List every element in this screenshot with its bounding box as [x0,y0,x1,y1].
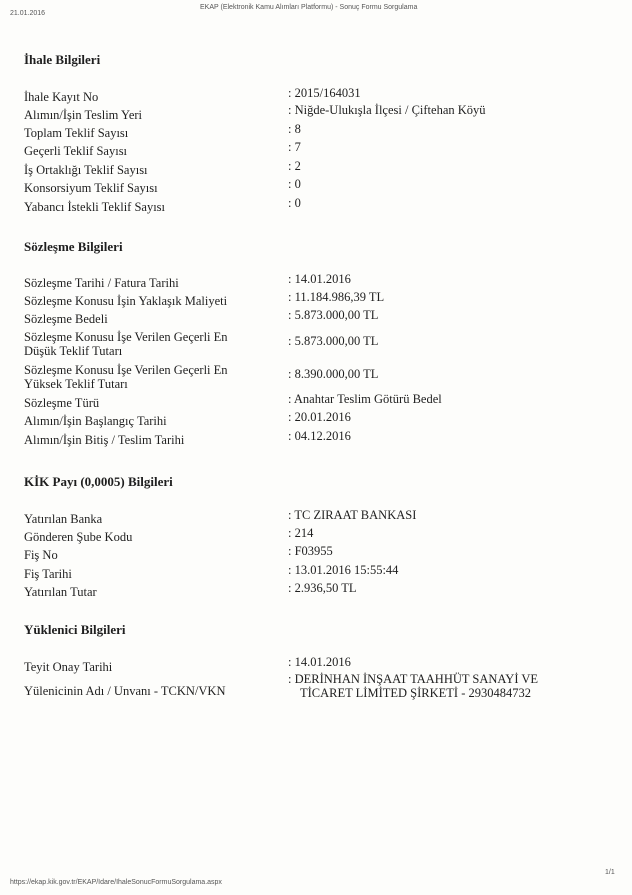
value-bitis-tarihi: : 04.12.2016 [288,429,351,443]
label-yaklasik-maliyet: Sözleşme Konusu İşin Yaklaşık Maliyeti [24,294,228,308]
value-yatirilan-banka: : TC ZIRAAT BANKASI [288,508,417,522]
label-teslim-yeri: Alımın/İşin Teslim Yeri [24,108,143,122]
value-sube-kodu: : 214 [288,526,314,540]
value-gecerli-teklif: : 7 [288,140,301,154]
section-heading-sozlesme: Sözleşme Bilgileri [24,239,123,254]
value-yatirilan-tutar: : 2.936,50 TL [288,581,357,595]
label-baslangic-tarihi: Alımın/İşin Başlangıç Tarihi [24,414,167,428]
label-sozlesme-tarihi: Sözleşme Tarihi / Fatura Tarihi [24,276,179,290]
value-baslangic-tarihi: : 20.01.2016 [288,410,351,424]
label-bitis-tarihi: Alımın/İşin Bitiş / Teslim Tarihi [24,433,185,447]
print-date: 21.01.2016 [10,10,46,17]
label-yatirilan-tutar: Yatırılan Tutar [24,585,97,599]
value-ihale-kayit-no: : 2015/164031 [288,86,361,100]
label-sozlesme-bedeli: Sözleşme Bedeli [24,312,108,326]
value-dusuk-teklif: : 5.873.000,00 TL [288,334,379,348]
value-yaklasik-maliyet: : 11.184.986,39 TL [288,290,385,304]
label-is-ortakligi: İş Ortaklığı Teklif Sayısı [24,163,148,177]
label-konsorsiyum: Konsorsiyum Teklif Sayısı [24,181,158,195]
label-dusuk-teklif-line1: Sözleşme Konusu İşe Verilen Geçerli En [24,330,228,344]
value-yuksek-teklif: : 8.390.000,00 TL [288,367,379,381]
label-yabanci-istekli: Yabancı İstekli Teklif Sayısı [24,200,166,214]
page-number: 1/1 [605,869,615,876]
value-fis-tarihi: : 13.01.2016 15:55:44 [288,563,399,577]
label-yuklenici-adi: Yülenicinin Adı / Unvanı - TCKN/VKN [24,684,226,698]
label-sube-kodu: Gönderen Şube Kodu [24,530,133,544]
value-teslim-yeri: : Niğde-Ulukışla İlçesi / Çiftehan Köyü [288,103,486,117]
value-sozlesme-turu: : Anahtar Teslim Götürü Bedel [288,392,442,406]
print-title: EKAP (Elektronik Kamu Alımları Platformu) - Sonuç Formu Sorgulama [200,4,418,11]
section-heading-ihale: İhale Bilgileri [24,52,101,67]
label-gecerli-teklif: Geçerli Teklif Sayısı [24,144,128,158]
label-ihale-kayit-no: İhale Kayıt No [24,90,99,104]
label-yatirilan-banka: Yatırılan Banka [24,512,103,526]
value-fis-no: : F03955 [288,544,333,558]
value-toplam-teklif: : 8 [288,122,301,136]
footer-url: https://ekap.kik.gov.tr/EKAP/Idare/IhaleSonucFormuSorgulama.aspx [10,879,222,886]
value-is-ortakligi: : 2 [288,159,301,173]
label-teyit-onay-tarihi: Teyit Onay Tarihi [24,660,113,674]
value-konsorsiyum: : 0 [288,177,301,191]
label-fis-no: Fiş No [24,548,58,562]
value-yabanci-istekli: : 0 [288,196,301,210]
label-yuksek-teklif-line2: Yüksek Teklif Tutarı [24,377,128,391]
value-yuklenici-adi-line2: TİCARET LİMİTED ŞİRKETİ - 2930484732 [300,686,531,700]
label-yuksek-teklif-line1: Sözleşme Konusu İşe Verilen Geçerli En [24,363,228,377]
label-dusuk-teklif-line2: Düşük Teklif Tutarı [24,344,123,358]
value-yuklenici-adi-line1: : DERİNHAN İNŞAAT TAAHHÜT SANAYİ VE [288,672,539,686]
section-heading-kik: KİK Payı (0,0005) Bilgileri [24,474,173,489]
value-sozlesme-tarihi: : 14.01.2016 [288,272,351,286]
label-sozlesme-turu: Sözleşme Türü [24,396,100,410]
section-heading-yuklenici: Yüklenici Bilgileri [24,622,126,637]
label-toplam-teklif: Toplam Teklif Sayısı [24,126,129,140]
label-fis-tarihi: Fiş Tarihi [24,567,72,581]
value-teyit-onay-tarihi: : 14.01.2016 [288,655,351,669]
value-sozlesme-bedeli: : 5.873.000,00 TL [288,308,379,322]
